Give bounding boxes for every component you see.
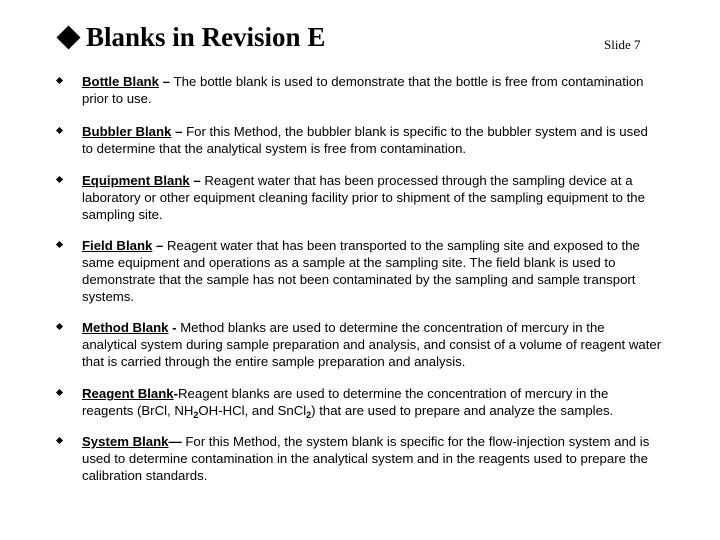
separator: –	[158, 74, 174, 89]
term: Method Blank	[82, 320, 169, 335]
separator: -	[168, 320, 181, 335]
diamond-bullet-icon	[56, 323, 63, 330]
separator: -	[173, 386, 179, 401]
subscript: 2	[193, 410, 199, 420]
slide-title	[58, 22, 325, 53]
diamond-bullet-icon	[56, 127, 63, 134]
term: System Blank	[82, 434, 169, 449]
list-item-equipment-blank	[82, 172, 662, 223]
term: Equipment Blank	[82, 173, 190, 188]
list-item-reagent-blank	[82, 385, 662, 419]
slide-number: Slide 7	[604, 37, 641, 52]
diamond-bullet-icon	[56, 241, 63, 248]
definition: For this Method, the bubbler blank is specific to the bubbler system and is used to determine that the analytical system is free from contamination.	[82, 124, 648, 156]
diamond-bullet-icon	[56, 437, 63, 444]
term: Field Blank	[82, 238, 153, 253]
term: Bottle Blank	[82, 74, 159, 89]
list-item-bottle-blank	[82, 73, 662, 107]
subscript: 2	[306, 410, 312, 420]
definition: Reagent water that has been processed through the sampling device at a laboratory or other equipment cleaning facility prior to shipment of the sampling equipment to the sampling site.	[82, 173, 645, 222]
definition-part: Reagent blanks are used to determine the concentration of mercury in the reagents (BrCl, NH	[82, 386, 609, 418]
diamond-bullet-icon	[56, 77, 63, 84]
list-item-field-blank	[82, 237, 662, 305]
separator: –	[189, 173, 205, 188]
definition: Method blanks are used to determine the concentration of mercury in the analytical system during sample preparation and analysis, and consist of a volume of reagent water that is carried through the entire sample preparation and analysis.	[82, 320, 662, 369]
definition: The bottle blank is used to demonstrate that the bottle is free from contamination prior to use.	[82, 74, 644, 106]
definition: Reagent water that has been transported to the sampling site and exposed to the same equipment and operations as a sample at the sampling site. The field blank is used to demonstrate that the sample has not been contaminated by the sampling and sample transport systems.	[82, 238, 640, 304]
list-item-method-blank	[82, 319, 662, 370]
separator: –	[171, 124, 187, 139]
list-item-bubbler-blank	[82, 123, 662, 157]
separator: —	[168, 434, 186, 449]
diamond-bullet-icon	[56, 176, 63, 183]
definition-part: OH-HCl, and SnCl	[198, 403, 307, 418]
slide-title-text: Blanks in Revision E	[86, 22, 326, 52]
diamond-bullet-icon	[56, 25, 80, 49]
term: Reagent Blank	[82, 386, 174, 401]
definition-part: ) that are used to prepare and analyze the samples.	[311, 403, 614, 418]
term: Bubbler Blank	[82, 124, 172, 139]
definition: For this Method, the system blank is specific for the flow-injection system and is used to determine contamination in the analytical system and in the reagents used to prepare the calibration standards.	[82, 434, 650, 483]
separator: –	[152, 238, 168, 253]
diamond-bullet-icon	[56, 389, 63, 396]
list-item-system-blank	[82, 433, 662, 484]
